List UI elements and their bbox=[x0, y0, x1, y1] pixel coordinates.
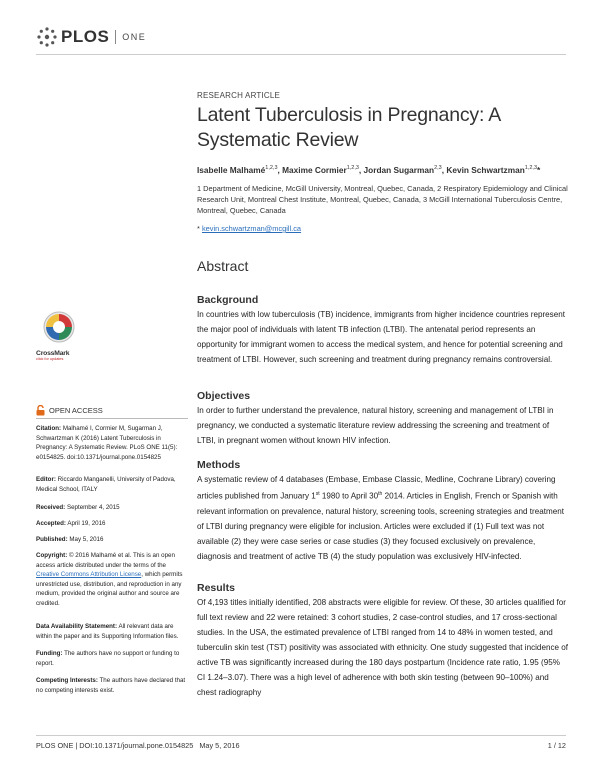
author-link[interactable]: Jordan Sugarman$^{2,3}$ bbox=[363, 164, 442, 175]
logo-divider bbox=[115, 30, 116, 44]
open-access bbox=[36, 405, 103, 416]
page-title bbox=[197, 103, 567, 153]
objectives-text: In order to further understand the prevalence, natural history, screening and management of LTBI in pregnancy, we conducted a systematic literature review addressing the screening and treatment of LTBI, in pregnant women without known HIV infection. bbox=[197, 406, 554, 445]
editor: Editor: Riccardo Manganelli, University of Padova, Medical School, ITALY bbox=[36, 476, 176, 493]
sidebar-rule bbox=[36, 418, 188, 419]
crossmark-badge[interactable] bbox=[36, 310, 92, 361]
published: Published: May 5, 2016 bbox=[36, 536, 104, 543]
logo-journal: ONE bbox=[122, 32, 147, 42]
corresponding-email: * kevin.schwartzman@mcgill.ca bbox=[197, 224, 302, 233]
affiliations: 1 Department of Medicine, McGill University, Montreal, Quebec, Canada, 2 Respiratory Epidemiology and Clinical Research Unit, Montreal Chest Institute, Montreal, Quebec, Canada, 3 McGill International Tuberculosis Centre, Montreal, Quebec, Canada bbox=[197, 184, 568, 215]
plos-dots-icon bbox=[36, 26, 58, 48]
email-link[interactable]: kevin.schwartzman@mcgill.ca bbox=[201, 224, 302, 233]
open-lock-icon bbox=[36, 405, 45, 416]
background-heading: Background bbox=[197, 294, 259, 306]
title-line-1: Latent Tuberculosis in Pregnancy: A bbox=[197, 104, 502, 126]
title-line-2: Systematic Review bbox=[197, 129, 359, 151]
footer-citation: PLOS ONE | DOI:10.1371/journal.pone.0154825 May 5, 2016 bbox=[36, 741, 240, 750]
footer-rule bbox=[36, 735, 566, 736]
journal-logo bbox=[36, 26, 146, 48]
funding: Funding: The authors have no support or funding to report. bbox=[36, 650, 180, 667]
received: Received: September 4, 2015 bbox=[36, 504, 120, 511]
citation: Citation: Malhamé I, Cormier M, Sugarman J, Schwartzman K (2016) Latent Tuberculosis in Pregnancy: A Systematic Review. PLoS ONE 11(5): e0154825. doi:10.1371/journal.pone.0154825 bbox=[36, 425, 178, 461]
article-type: RESEARCH ARTICLE bbox=[197, 91, 281, 100]
license-link[interactable]: Creative Commons Attribution License bbox=[36, 571, 142, 578]
author-link[interactable]: Maxime Cormier$^{1,2,3}$ bbox=[282, 164, 359, 175]
accepted: Accepted: April 19, 2016 bbox=[36, 520, 106, 527]
results-text: Of 4,193 titles initially identified, 208 abstracts were eligible for review. Of these, 30 articles qualified for full text review and 22 were retained: 3 cohort studies, 2 case-control studies, and 17 cross-sectional studies. In the USA, the estimated prevalence of LTBI ranged from 14 to 48% in women tested, and tuberculin skin test (TST) positivity was associated with ethnicity. One study suggested that incidence of active TB was significantly increased during the 180 days postpartum (Incidence rate ratio, 1.95 (95% CI 1.24–3.07). There was a high level of adherence with both skin testing (between 90–100%) and chest radiography bbox=[197, 598, 568, 697]
author-list: Isabelle Malhamé$^{1,2,3}$, Maxime Cormier$^{1,2,3}$, Jordan Sugarman$^{2,3}$, Kevin Schwartzman$^{1,2,3}$* bbox=[197, 164, 541, 175]
objectives-heading: Objectives bbox=[197, 390, 251, 402]
open-access-label: OPEN ACCESS bbox=[49, 406, 103, 415]
methods-text: A systematic review of 4 databases (Embase, Embase Classic, Medline, Cochrane Library) covering articles published from January 1st 1980 to April 30th 2014. Articles in English, French or Spanish with relevant information on prevalence, natural history, screening tools, screening strategies and treatment of LTBI during pregnancy were eligible for inclusion. Articles were excluded if (1) Full text was not available (2) they were case series or case studies (3) they focused exclusively on prevalence, diagnosis and treatment of active TB (4) the study population was exclusively HIV-infected. bbox=[197, 475, 564, 561]
logo-word: PLOS bbox=[61, 27, 110, 46]
crossmark-label: CrossMark bbox=[36, 350, 70, 357]
author-link[interactable]: Kevin Schwartzman$^{1,2,3}$* bbox=[446, 164, 541, 175]
abstract-heading: Abstract bbox=[197, 258, 249, 274]
background-text: In countries with low tuberculosis (TB) incidence, immigrants from higher incidence countries represent the major pool of individuals with latent TB infection (LTBI). The antenatal period represents an opportunity for immigrant women to access the medical system, and hence for potential screening and treatment of LTBI. However, such screening and treatment during pregnancy remains controversial. bbox=[197, 310, 565, 364]
competing-interests: Competing Interests: The authors have declared that no competing interests exist. bbox=[36, 677, 186, 694]
data-availability: Data Availability Statement: All relevant data are within the paper and its Supporting Information files. bbox=[36, 623, 179, 640]
results-heading: Results bbox=[197, 582, 235, 594]
crossmark-sub: click for updates bbox=[36, 357, 64, 361]
copyright: Copyright: © 2016 Malhamé et al. This is an open access article distributed under the terms of the Creative Commons Attribution License, which permits unrestricted use, distribution, and reproduction in any medium, provided the original author and source are credited. bbox=[36, 552, 183, 607]
author-link[interactable]: Isabelle Malhamé$^{1,2,3}$ bbox=[197, 164, 278, 175]
page-number: 1 / 12 bbox=[547, 741, 566, 750]
methods-heading: Methods bbox=[197, 459, 241, 471]
header-rule bbox=[36, 54, 566, 55]
crossmark-icon bbox=[42, 310, 76, 344]
